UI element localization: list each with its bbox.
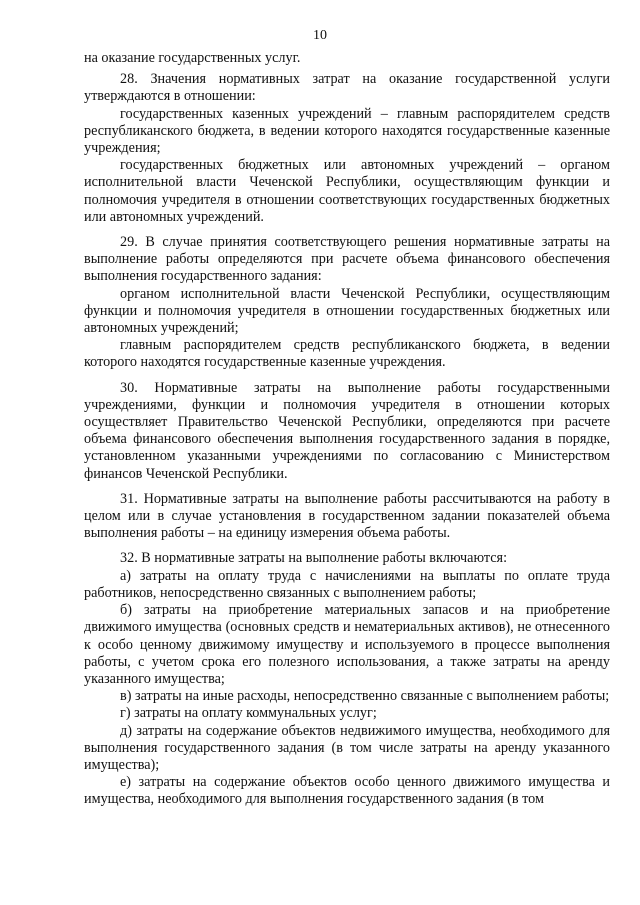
list-item: б) затраты на приобретение материальных запасов и на приобретение движимого имущества (основных средств и нематериальных активов), не отнесенного к особо ценному движимому имуществу и используемого в процессе выполнения работы, с учетом срока его полезного использования, а также затраты на аренду указанного имущества;	[84, 602, 610, 687]
list-item: е) затраты на содержание объектов особо ценного движимого имущества и имущества, необходимого для выполнения государственного задания (в том	[84, 774, 610, 808]
paragraph: 29. В случае принятия соответствующего решения нормативные затраты на выполнение работы определяются при расчете объема финансового обеспечения выполнения государственного задания:	[84, 234, 610, 285]
list-item: г) затраты на оплату коммунальных услуг;	[120, 705, 377, 722]
paragraph: государственных казенных учреждений – главным распорядителем средств республиканского бюджета, в ведении которого находятся государственные казенные учреждения;	[84, 105, 610, 157]
list-item: в) затраты на иные расходы, непосредственно связанные с выполнением работы;	[120, 688, 610, 705]
paragraph: 31. Нормативные затраты на выполнение работы рассчитываются на работу в целом или в случае установления в государственном задании показателей объема выполнения работы – на единицу измерения объема работы.	[84, 490, 610, 542]
paragraph: органом исполнительной власти Чеченской Республики, осуществляющим функции и полномочия учредителя в отношении государственных бюджетных или автономных учреждений;	[84, 285, 610, 337]
page-number: 10	[313, 28, 327, 43]
paragraph: государственных бюджетных или автономных учреждений – органом исполнительной власти Чеченской Республики, осуществляющим функции и полномочия учредителя в отношении соответствующих государственных бюджетных или автономных учреждений.	[84, 157, 610, 225]
document-body	[84, 50, 610, 809]
paragraph: 28. Значения нормативных затрат на оказание государственной услуги утверждаются в отношении:	[84, 71, 610, 105]
paragraph: 30. Нормативные затраты на выполнение работы государственными учреждениями, функции и полномочия учредителя в отношении которых осуществляет Правительство Чеченской Республики, определяются при расчете объема финансового обеспечения выполнения государственного задания в порядке, установленном указанными учреждениями по согласованию с Министерством финансов Чеченской Республики.	[84, 379, 610, 482]
paragraph: 32. В нормативные затраты на выполнение работы включаются:	[120, 550, 508, 567]
paragraph: главным распорядителем средств республиканского бюджета, в ведении которого находятся государственные казенные учреждения.	[84, 337, 610, 371]
list-item: а) затраты на оплату труда с начислениями на выплаты по оплате труда работников, непосредственно связанных с выполнением работы;	[84, 567, 610, 601]
paragraph: на оказание государственных услуг.	[84, 50, 301, 66]
list-item: д) затраты на содержание объектов недвижимого имущества, необходимого для выполнения государственного задания (в том числе затраты на аренду указанного имущества);	[84, 722, 610, 773]
